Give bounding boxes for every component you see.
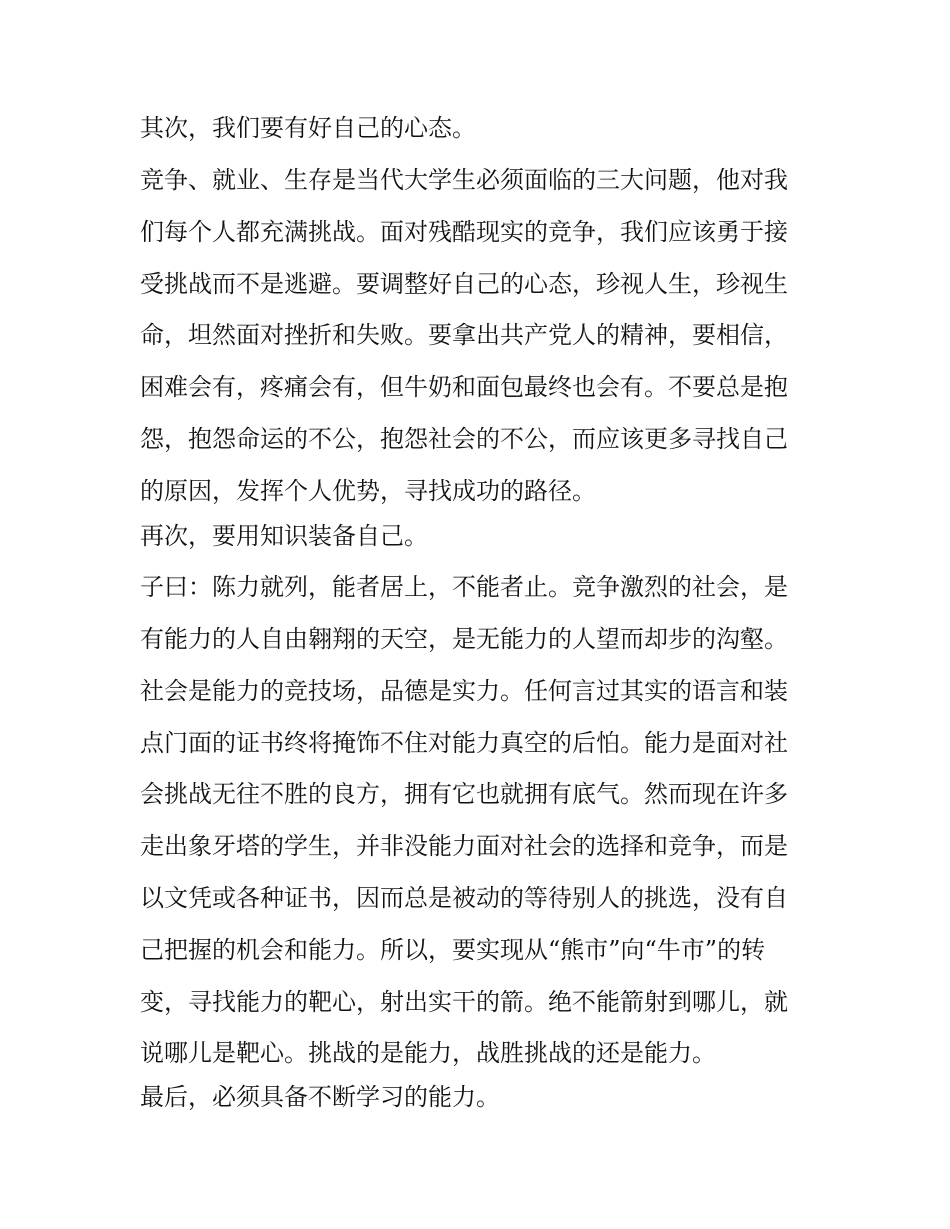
text-line: 社会是能力的竞技场，品德是实力。任何言过其实的语言和装 <box>140 677 788 705</box>
text-line: 走出象牙塔的学生，并非没能力面对社会的选择和竞争，而是 <box>140 832 788 860</box>
text-line: 困难会有，疼痛会有，但牛奶和面包最终也会有。不要总是抱 <box>140 373 788 401</box>
text-line: 怨，抱怨命运的不公，抱怨社会的不公，而应该更多寻找自己 <box>140 425 788 453</box>
text-line: 们每个人都充满挑战。面对残酷现实的竞争，我们应该勇于接 <box>140 218 788 246</box>
text-line: 其次，我们要有好自己的心态。 <box>140 114 476 142</box>
text-line: 的原因，发挥个人优势，寻找成功的路径。 <box>140 477 596 505</box>
text-line: 子曰：陈力就列，能者居上，不能者止。竞争激烈的社会，是 <box>140 573 788 601</box>
text-line: 有能力的人自由翱翔的天空，是无能力的人望而却步的沟壑。 <box>140 625 788 653</box>
text-line: 点门面的证书终将掩饰不住对能力真空的后怕。能力是面对社 <box>140 729 788 757</box>
text-line: 受挑战而不是逃避。要调整好自己的心态，珍视人生，珍视生 <box>140 270 788 298</box>
text-line: 说哪儿是靶心。挑战的是能力，战胜挑战的还是能力。 <box>140 1039 716 1067</box>
text-line: 再次，要用知识装备自己。 <box>140 522 428 550</box>
text-line: 变，寻找能力的靶心，射出实干的箭。绝不能箭射到哪儿，就 <box>140 988 788 1016</box>
text-line: 会挑战无往不胜的良方，拥有它也就拥有底气。然而现在许多 <box>140 780 788 808</box>
text-line: 命，坦然面对挫折和失败。要拿出共产党人的精神，要相信， <box>140 321 788 349</box>
text-line: 己把握的机会和能力。所以，要实现从“熊市”向“牛市”的转 <box>140 936 766 964</box>
text-line: 最后，必须具备不断学习的能力。 <box>140 1083 500 1111</box>
text-line: 竞争、就业、生存是当代大学生必须面临的三大问题，他对我 <box>140 166 788 194</box>
text-line: 以文凭或各种证书，因而总是被动的等待别人的挑选，没有自 <box>140 884 788 912</box>
